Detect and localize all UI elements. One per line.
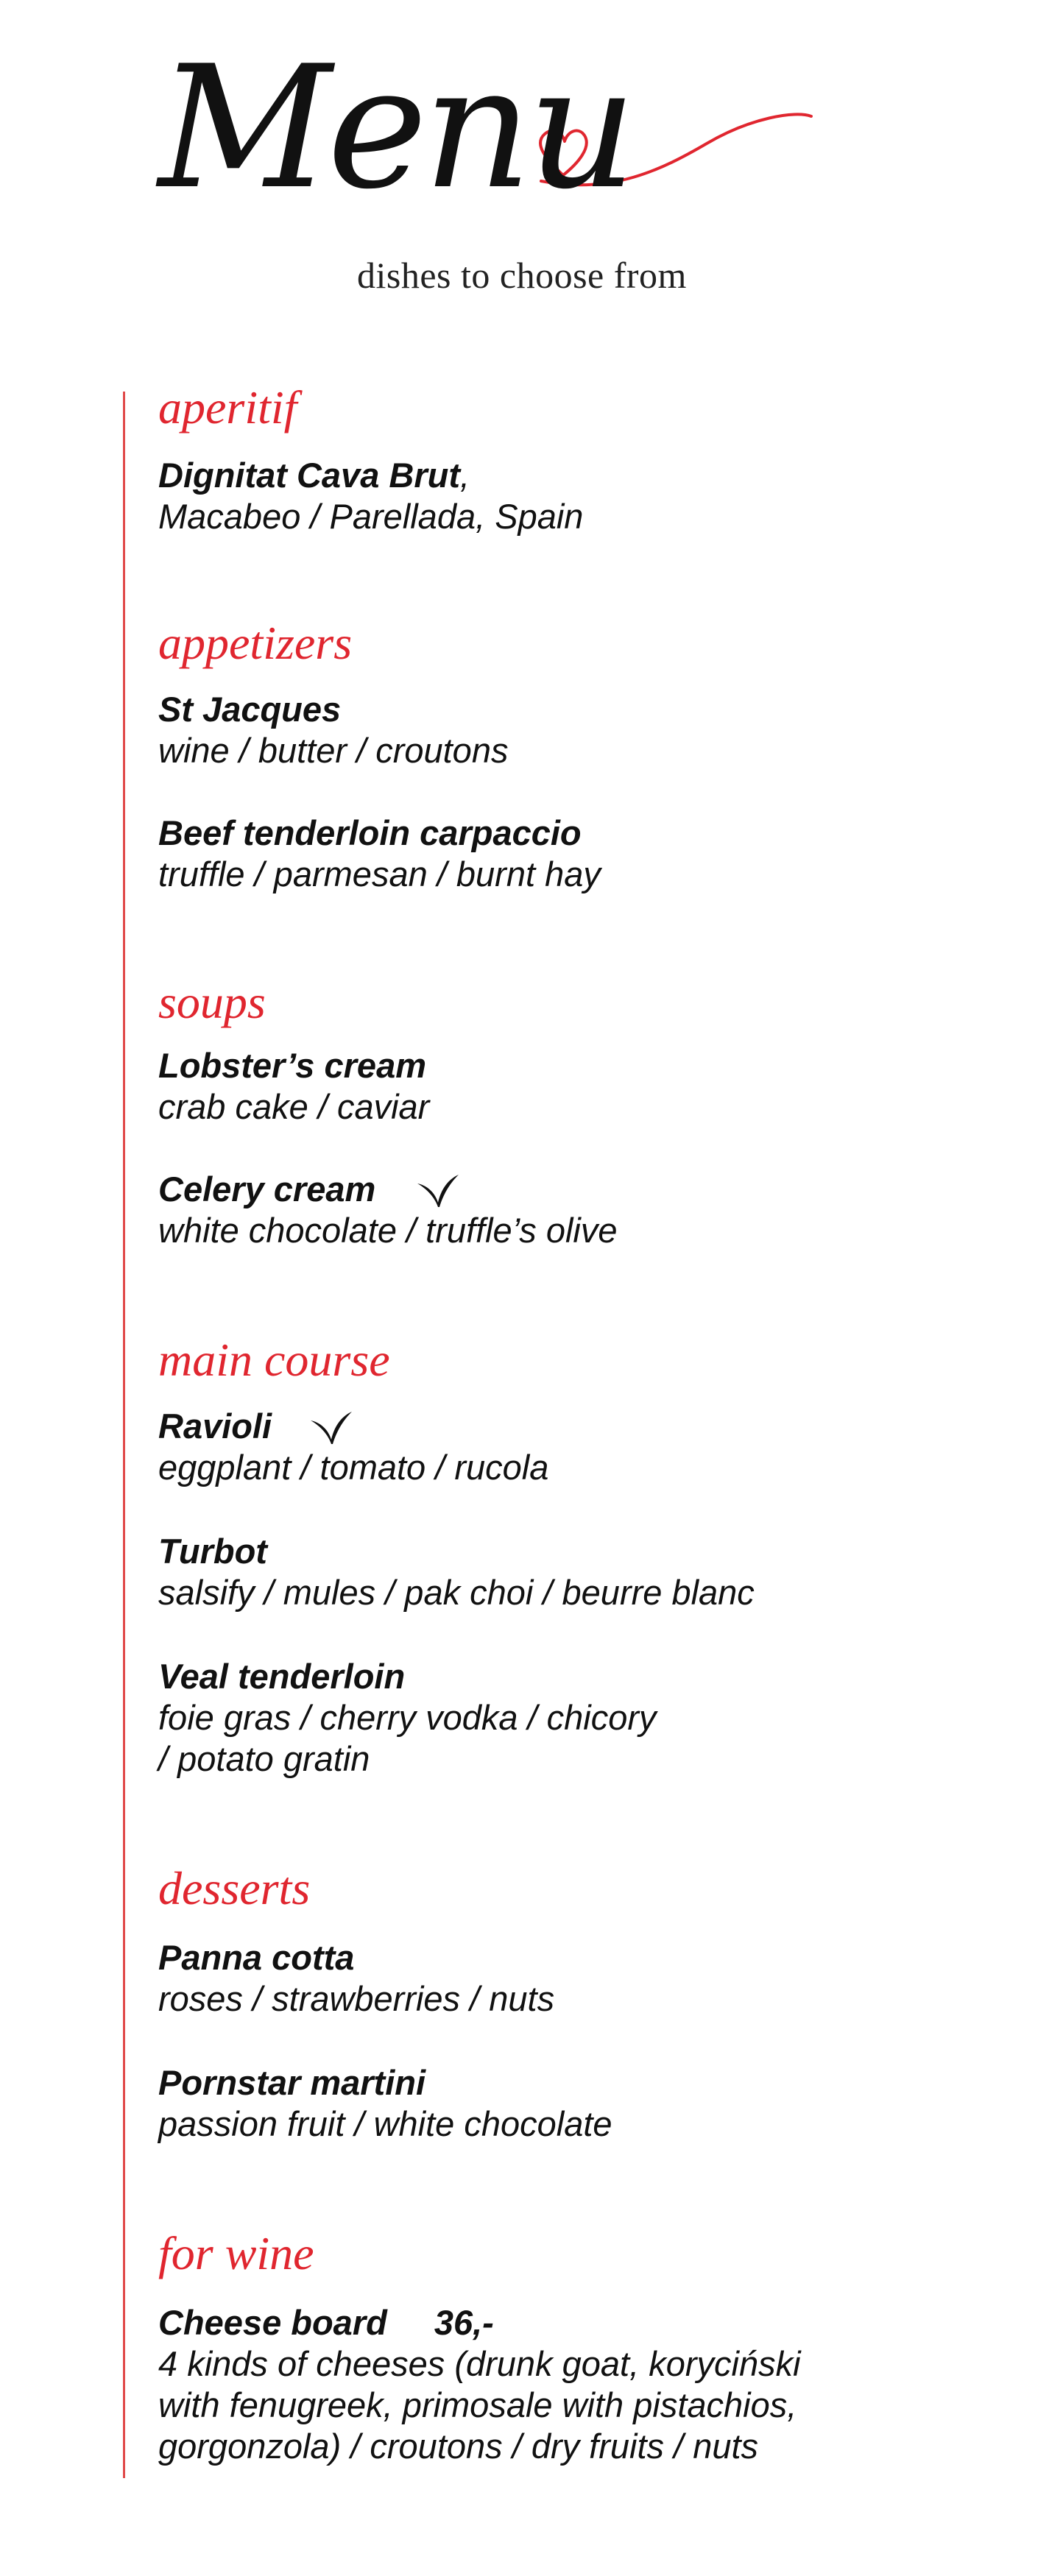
dish-description: gorgonzola) / croutons / dry fruits / nuts — [158, 2427, 759, 2466]
section-title-desserts: desserts — [158, 1862, 311, 1914]
dish-name: Pornstar martini — [158, 2063, 426, 2102]
dish-description: wine / butter / croutons — [158, 731, 509, 770]
dish-name: Panna cotta — [158, 1938, 355, 1977]
dish-description: 4 kinds of cheeses (drunk goat, koryciński — [158, 2344, 801, 2383]
menu-title: Menu — [158, 30, 632, 227]
section-title-appetizers: appetizers — [158, 617, 353, 669]
dish-price: 36,- — [434, 2303, 494, 2342]
section-title-main-course: main course — [158, 1334, 390, 1386]
dish-description: with fenugreek, primosale with pistachios, — [158, 2385, 797, 2424]
dish-name: Turbot — [158, 1532, 267, 1571]
dish-name: Cheese board 36,- — [158, 2303, 494, 2342]
vegetarian-leaf-icon — [414, 1170, 462, 1211]
dish-name: Dignitat Cava Brut, — [158, 456, 470, 495]
dish-description: crab cake / caviar — [158, 1087, 430, 1126]
vegetarian-leaf-icon — [308, 1407, 355, 1448]
dish-name: Veal tenderloin — [158, 1657, 406, 1696]
dish-description: Macabeo / Parellada, Spain — [158, 497, 584, 536]
dish-name: Ravioli — [158, 1406, 272, 1446]
dish-description: passion fruit / white chocolate — [158, 2104, 612, 2143]
section-divider-line — [123, 392, 125, 2478]
dish-description: salsify / mules / pak choi / beurre blanc — [158, 1573, 755, 1612]
dish-name: St Jacques — [158, 690, 342, 729]
dish-description: white chocolate / truffle’s olive — [158, 1211, 618, 1250]
menu-subtitle: dishes to choose from — [357, 255, 687, 296]
menu-header — [0, 0, 1063, 353]
section-title-aperitif: aperitif — [158, 381, 297, 434]
section-title-for-wine: for wine — [158, 2227, 314, 2279]
dish-description: / potato gratin — [158, 1739, 370, 1778]
dish-description: eggplant / tomato / rucola — [158, 1448, 549, 1487]
dish-name: Lobster’s cream — [158, 1046, 426, 1085]
dish-description: truffle / parmesan / burnt hay — [158, 854, 601, 894]
dish-description: foie gras / cherry vodka / chicory — [158, 1698, 657, 1737]
dish-name: Celery cream — [158, 1170, 376, 1209]
section-title-soups: soups — [158, 976, 266, 1028]
dish-name: Beef tenderloin carpaccio — [158, 813, 582, 852]
dish-description: roses / strawberries / nuts — [158, 1979, 555, 2018]
